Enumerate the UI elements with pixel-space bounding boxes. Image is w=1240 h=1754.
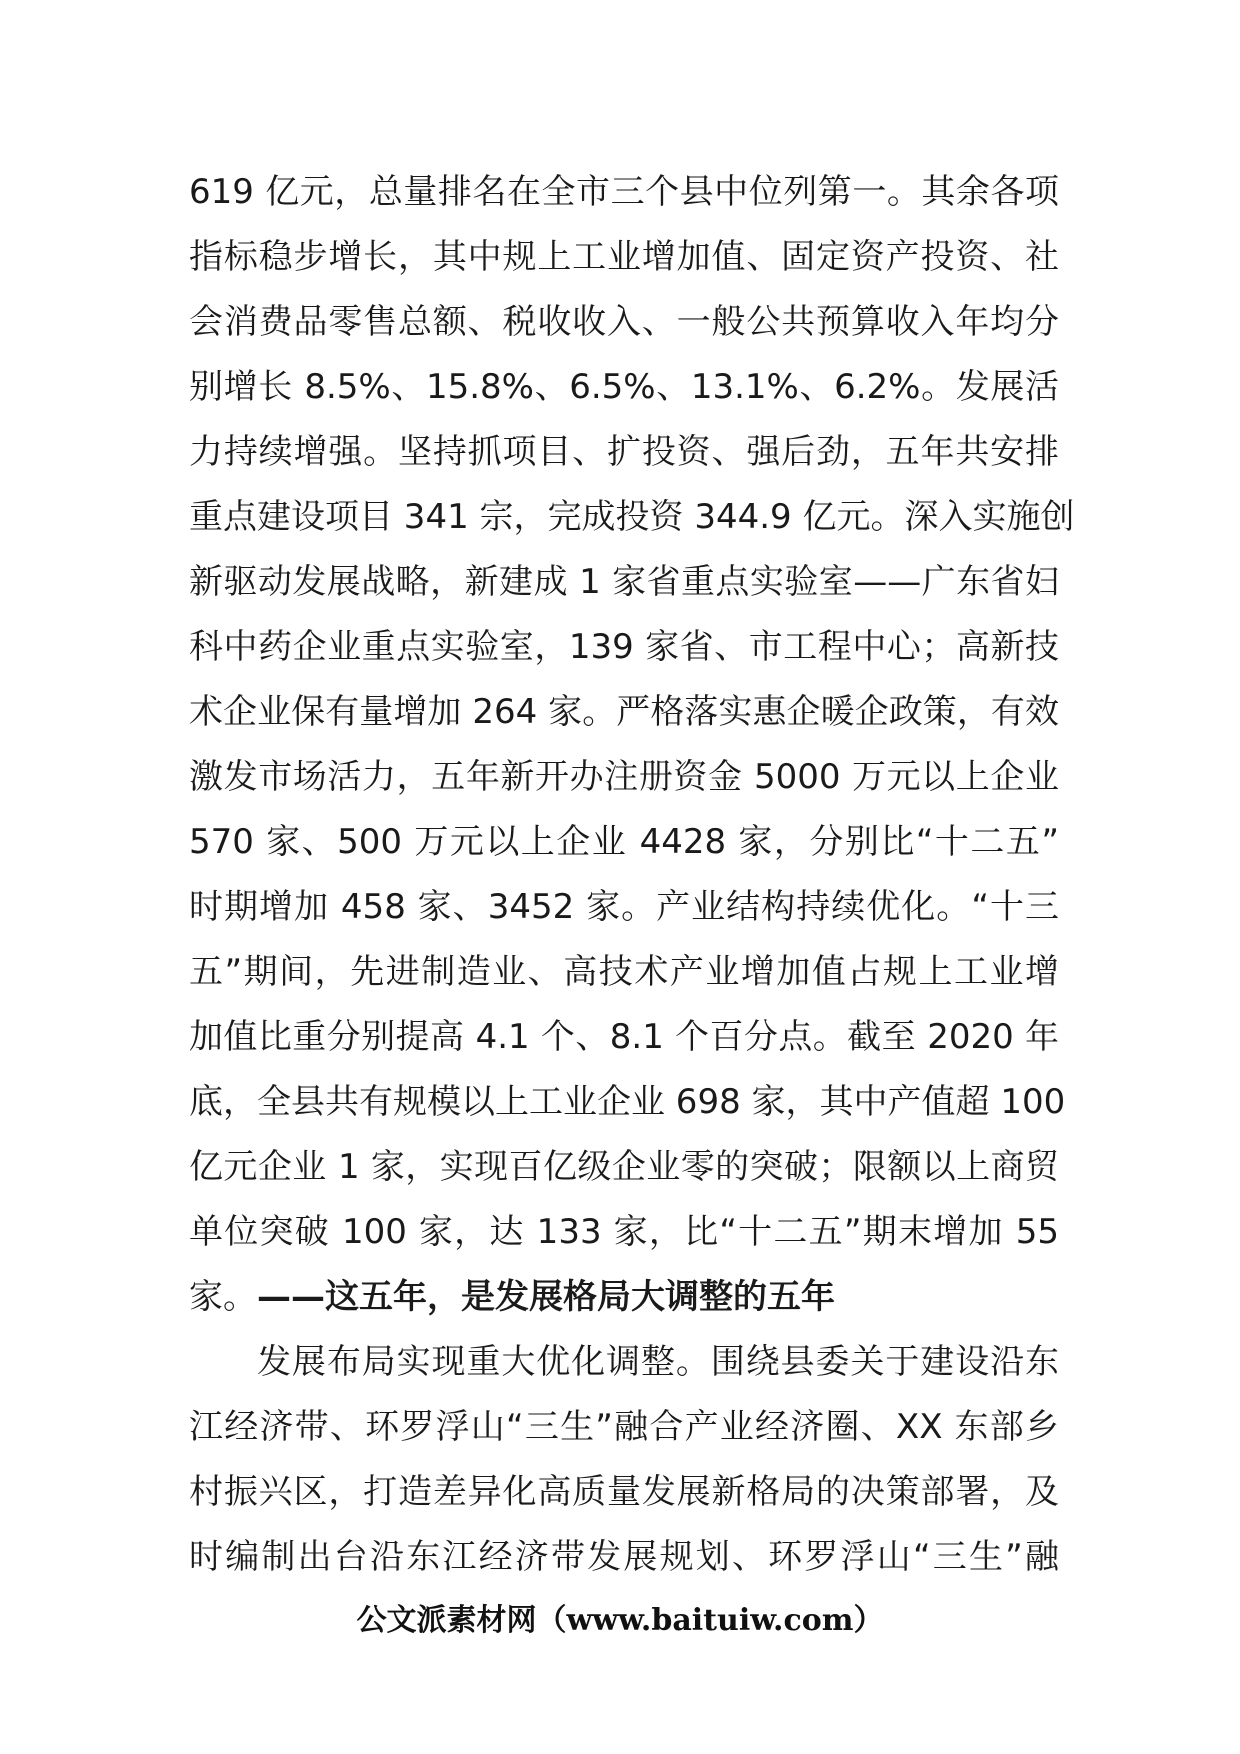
text-line: 指标稳步增长，其中规上工业增加值、固定资产投资、社 <box>189 237 1059 277</box>
text-line: 江经济带、环罗浮山“三生”融合产业经济圈、XX 东部乡 <box>189 1407 1059 1447</box>
text-line: 重点建设项目 341 宗，完成投资 344.9 亿元。深入实施创 <box>189 497 1075 537</box>
section-heading: ——这五年，是发展格局大调整的五年 <box>257 1277 835 1317</box>
closing-lead: 家。 <box>189 1277 257 1317</box>
text-line: 时期增加 458 家、3452 家。产业结构持续优化。“十三 <box>189 887 1059 927</box>
text-line: 别增长 8.5%、15.8%、6.5%、13.1%、6.2%。发展活 <box>189 367 1059 407</box>
text-line: 单位突破 100 家，达 133 家，比“十二五”期末增加 55 <box>189 1212 1059 1252</box>
body-text <box>189 160 1075 1590</box>
text-line: 五”期间，先进制造业、高技术产业增加值占规上工业增 <box>189 952 1059 992</box>
text-line: 加值比重分别提高 4.1 个、8.1 个百分点。截至 2020 年 <box>189 1017 1059 1057</box>
text-line: 亿元企业 1 家，实现百亿级企业零的突破；限额以上商贸 <box>189 1147 1059 1187</box>
text-line: 570 家、500 万元以上企业 4428 家，分别比“十二五” <box>189 822 1059 862</box>
text-line: 力持续增强。坚持抓项目、扩投资、强后劲，五年共安排 <box>189 432 1059 472</box>
text-line: 科中药企业重点实验室，139 家省、市工程中心；高新技 <box>189 627 1059 667</box>
footer-watermark: 公文派素材网（www.baituiw.com） <box>356 1603 884 1638</box>
text-line: 术企业保有量增加 264 家。严格落实惠企暖企政策，有效 <box>189 692 1059 732</box>
text-line: 村振兴区，打造差异化高质量发展新格局的决策部署，及 <box>189 1472 1059 1512</box>
text-line: 激发市场活力，五年新开办注册资金 5000 万元以上企业 <box>189 757 1059 797</box>
text-line: 新驱动发展战略，新建成 1 家省重点实验室——广东省妇 <box>189 562 1059 602</box>
text-line: 发展布局实现重大优化调整。围绕县委关于建设沿东 <box>257 1342 1059 1382</box>
text-line: 底，全县共有规模以上工业企业 698 家，其中产值超 100 <box>189 1082 1066 1122</box>
closing-line <box>189 1265 1059 1330</box>
text-line: 时编制出台沿东江经济带发展规划、环罗浮山“三生”融 <box>189 1537 1059 1577</box>
text-line: 会消费品零售总额、税收收入、一般公共预算收入年均分 <box>189 302 1059 342</box>
text-line: 619 亿元，总量排名在全市三个县中位列第一。其余各项 <box>189 172 1059 212</box>
